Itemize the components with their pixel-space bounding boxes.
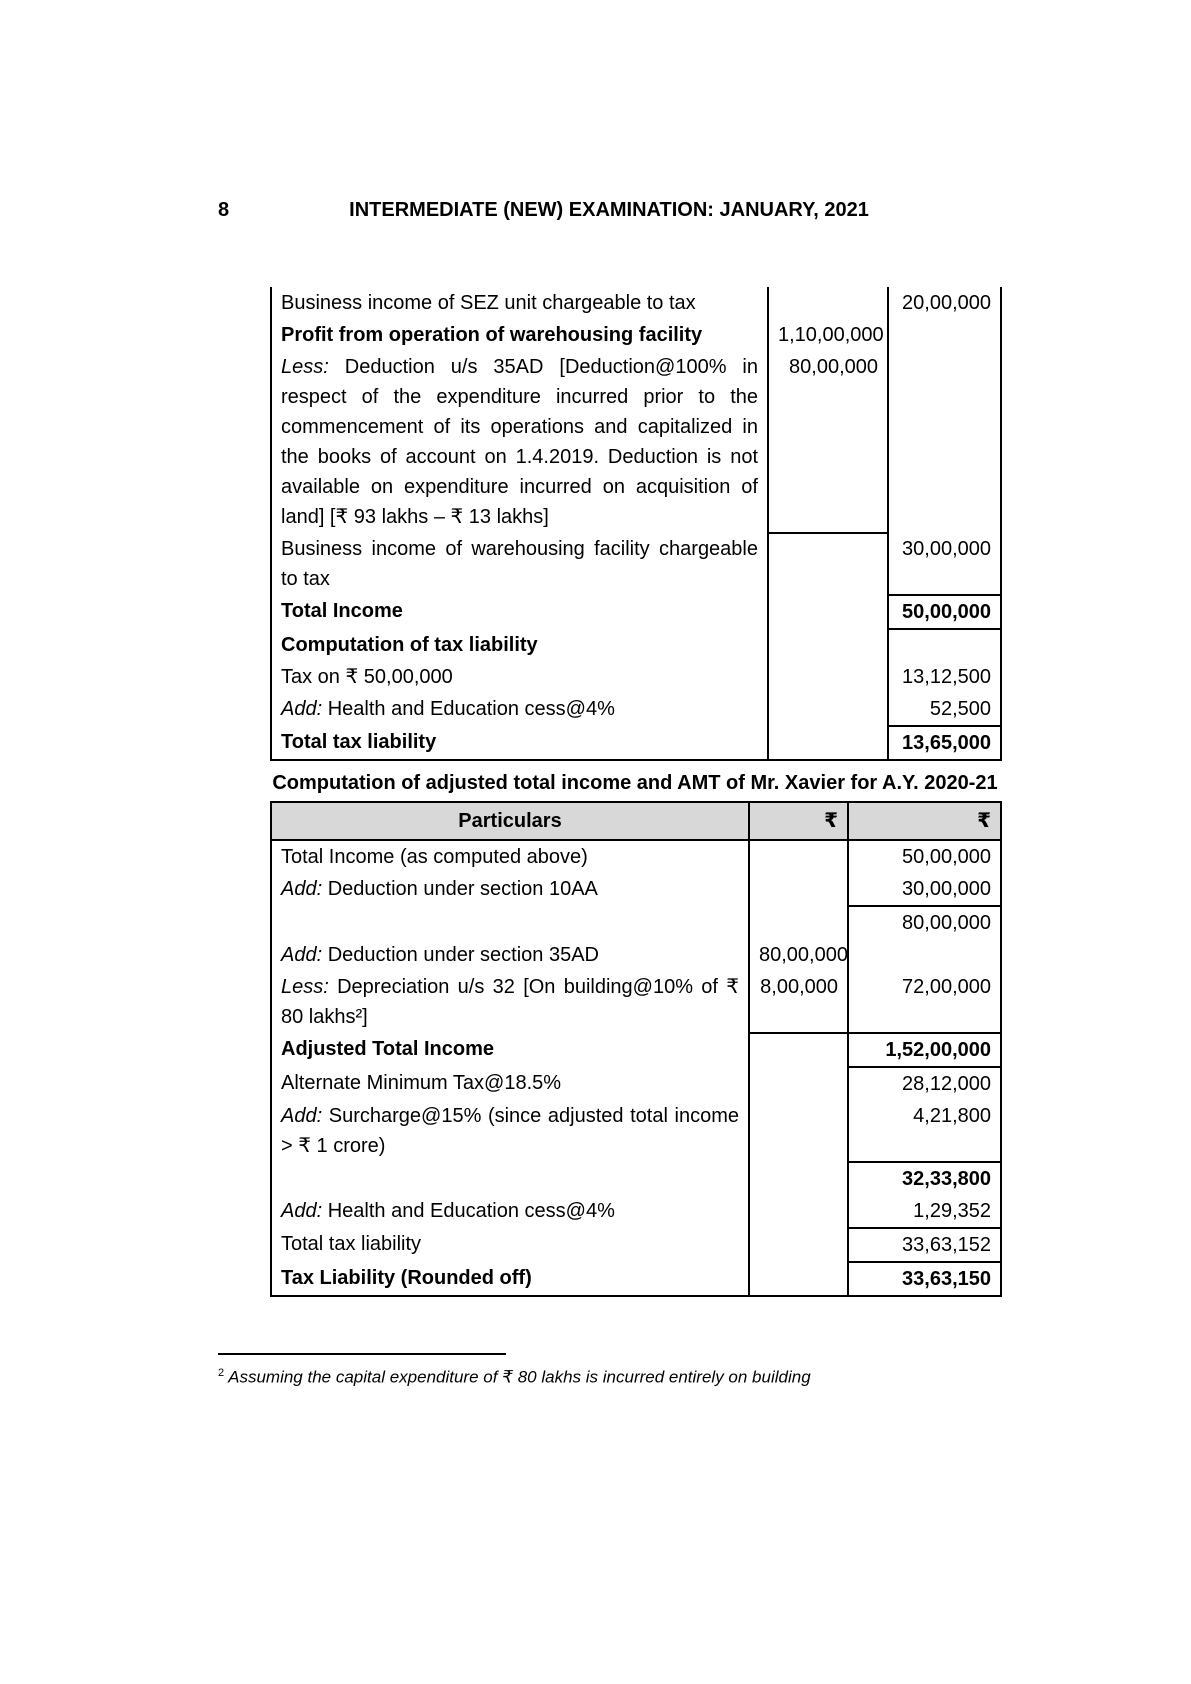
cell-amount-right: 50,00,000 xyxy=(888,595,1001,629)
cell-amount-right: 1,52,00,000 xyxy=(848,1033,1001,1067)
header-rupee-right: ₹ xyxy=(848,802,1001,840)
cell-amount-mid xyxy=(768,287,888,319)
cell-particulars: Tax on ₹ 50,00,000 xyxy=(271,661,768,693)
cell-particulars xyxy=(271,873,749,906)
prefix-label: Add: xyxy=(281,1105,323,1127)
cell-particulars: Tax Liability (Rounded off) xyxy=(271,1262,749,1296)
cell-amount-right: 1,29,352 xyxy=(848,1195,1001,1228)
table-row xyxy=(271,693,1001,726)
header-rupee-mid: ₹ xyxy=(749,802,848,840)
table-row xyxy=(271,319,1001,351)
cell-particulars: Alternate Minimum Tax@18.5% xyxy=(271,1067,749,1100)
particulars-text: Surcharge@15% (since adjusted total income > ₹ 1 crore) xyxy=(281,1105,739,1157)
table-row xyxy=(271,1262,1001,1296)
cell-particulars: Profit from operation of warehousing facility xyxy=(271,319,768,351)
table-row xyxy=(271,873,1001,906)
footnote-body: Assuming the capital expenditure of ₹ 80 lakhs is incurred entirely on building xyxy=(228,1367,811,1387)
cell-amount-mid xyxy=(749,873,848,906)
cell-amount-right: 52,500 xyxy=(888,693,1001,726)
cell-amount-right: 30,00,000 xyxy=(848,873,1001,906)
prefix-label: Add: xyxy=(281,878,323,900)
cell-amount-right xyxy=(888,319,1001,351)
cell-amount-right xyxy=(888,629,1001,661)
cell-particulars: Total Income xyxy=(271,595,768,629)
cell-particulars xyxy=(271,971,749,1033)
table-row xyxy=(271,971,1001,1033)
tax-liability-table xyxy=(270,287,1002,761)
section-title: Computation of adjusted total income and AMT of Mr. Xavier for A.Y. 2020-21 xyxy=(272,772,998,794)
table-row xyxy=(271,629,1001,661)
table-row xyxy=(271,1100,1001,1162)
table-row xyxy=(271,351,1001,533)
header-title: INTERMEDIATE (NEW) EXAMINATION: JANUARY, 2021 xyxy=(349,199,869,221)
cell-particulars xyxy=(271,1100,749,1162)
footnote-marker: 2 xyxy=(218,1367,225,1379)
cell-particulars xyxy=(271,1162,749,1195)
table-row xyxy=(271,906,1001,939)
cell-amount-right: 80,00,000 xyxy=(848,906,1001,939)
prefix-label: Add: xyxy=(281,1200,323,1222)
table-row xyxy=(271,939,1001,971)
prefix-label: Less: xyxy=(281,976,329,998)
cell-amount-mid xyxy=(768,693,888,726)
cell-particulars xyxy=(271,906,749,939)
cell-amount-mid xyxy=(768,726,888,760)
table-row xyxy=(271,1162,1001,1195)
cell-amount-mid: 1,10,00,000 xyxy=(768,319,888,351)
cell-amount-right: 30,00,000 xyxy=(888,533,1001,595)
cell-amount-right: 4,21,800 xyxy=(848,1100,1001,1162)
prefix-label: Less: xyxy=(281,356,329,378)
particulars-text: Deduction u/s 35AD [Deduction@100% in respect of the expenditure incurred prior to the commencement of its operations and capitalized in the books of account on 1.4.2019. Deduction is not available on expenditure incurred on acquisition of land] [₹ 93 lakhs – ₹ 13 lakhs] xyxy=(281,356,758,528)
cell-amount-mid xyxy=(749,1162,848,1195)
particulars-text: Depreciation u/s 32 [On building@10% of ₹ 80 lakhs²] xyxy=(281,976,739,1028)
particulars-text: Health and Education cess@4% xyxy=(322,698,615,720)
cell-amount-right: 13,12,500 xyxy=(888,661,1001,693)
cell-amount-right: 32,33,800 xyxy=(848,1162,1001,1195)
table-row xyxy=(271,1033,1001,1067)
cell-particulars: Business income of SEZ unit chargeable to tax xyxy=(271,287,768,319)
header-particulars: Particulars xyxy=(271,802,749,840)
prefix-label: Add: xyxy=(281,698,323,720)
cell-amount-mid xyxy=(768,629,888,661)
cell-amount-mid: 80,00,000 xyxy=(768,351,888,533)
cell-particulars xyxy=(271,693,768,726)
table-row xyxy=(271,533,1001,595)
cell-particulars: Total tax liability xyxy=(271,1228,749,1262)
cell-particulars: Total tax liability xyxy=(271,726,768,760)
cell-amount-mid xyxy=(749,1228,848,1262)
footnote-text xyxy=(218,1355,1000,1390)
cell-particulars: Computation of tax liability xyxy=(271,629,768,661)
cell-amount-right xyxy=(888,351,1001,533)
cell-particulars xyxy=(271,1195,749,1228)
cell-amount-right: 13,65,000 xyxy=(888,726,1001,760)
cell-amount-mid xyxy=(768,595,888,629)
prefix-label: Add: xyxy=(281,944,323,966)
cell-amount-right: 72,00,000 xyxy=(848,971,1001,1033)
table-row xyxy=(271,1195,1001,1228)
cell-amount-right: 20,00,000 xyxy=(888,287,1001,319)
cell-amount-mid xyxy=(749,1067,848,1100)
cell-particulars: Total Income (as computed above) xyxy=(271,840,749,873)
table-row xyxy=(271,1228,1001,1262)
cell-amount-mid xyxy=(749,840,848,873)
table-row xyxy=(271,661,1001,693)
cell-amount-mid xyxy=(768,661,888,693)
cell-amount-mid xyxy=(749,1195,848,1228)
table-row xyxy=(271,1067,1001,1100)
table-row xyxy=(271,595,1001,629)
page-number: 8 xyxy=(218,199,230,221)
particulars-text: Deduction under section 35AD xyxy=(322,944,599,966)
cell-amount-right: 28,12,000 xyxy=(848,1067,1001,1100)
table-row xyxy=(271,287,1001,319)
cell-amount-right: 33,63,150 xyxy=(848,1262,1001,1296)
cell-amount-mid: 80,00,000 xyxy=(749,939,848,971)
cell-amount-mid xyxy=(749,1033,848,1067)
cell-amount-mid: 8,00,000 xyxy=(749,971,848,1033)
tax-liability-table-wrapper xyxy=(270,287,1000,1297)
amt-table xyxy=(270,801,1002,1297)
table-row xyxy=(271,840,1001,873)
cell-particulars: Business income of warehousing facility chargeable to tax xyxy=(271,533,768,595)
cell-amount-mid xyxy=(749,1100,848,1162)
cell-particulars: Adjusted Total Income xyxy=(271,1033,749,1067)
cell-particulars xyxy=(271,939,749,971)
cell-amount-mid xyxy=(749,906,848,939)
page-header xyxy=(218,195,1000,225)
footnote xyxy=(218,1353,1000,1390)
particulars-text: Deduction under section 10AA xyxy=(322,878,598,900)
table-row xyxy=(271,726,1001,760)
particulars-text: Health and Education cess@4% xyxy=(322,1200,615,1222)
cell-amount-mid xyxy=(749,1262,848,1296)
cell-particulars xyxy=(271,351,768,533)
cell-amount-right xyxy=(848,939,1001,971)
cell-amount-right: 33,63,152 xyxy=(848,1228,1001,1262)
cell-amount-mid xyxy=(768,533,888,595)
cell-amount-right: 50,00,000 xyxy=(848,840,1001,873)
table-header-row xyxy=(271,802,1001,840)
